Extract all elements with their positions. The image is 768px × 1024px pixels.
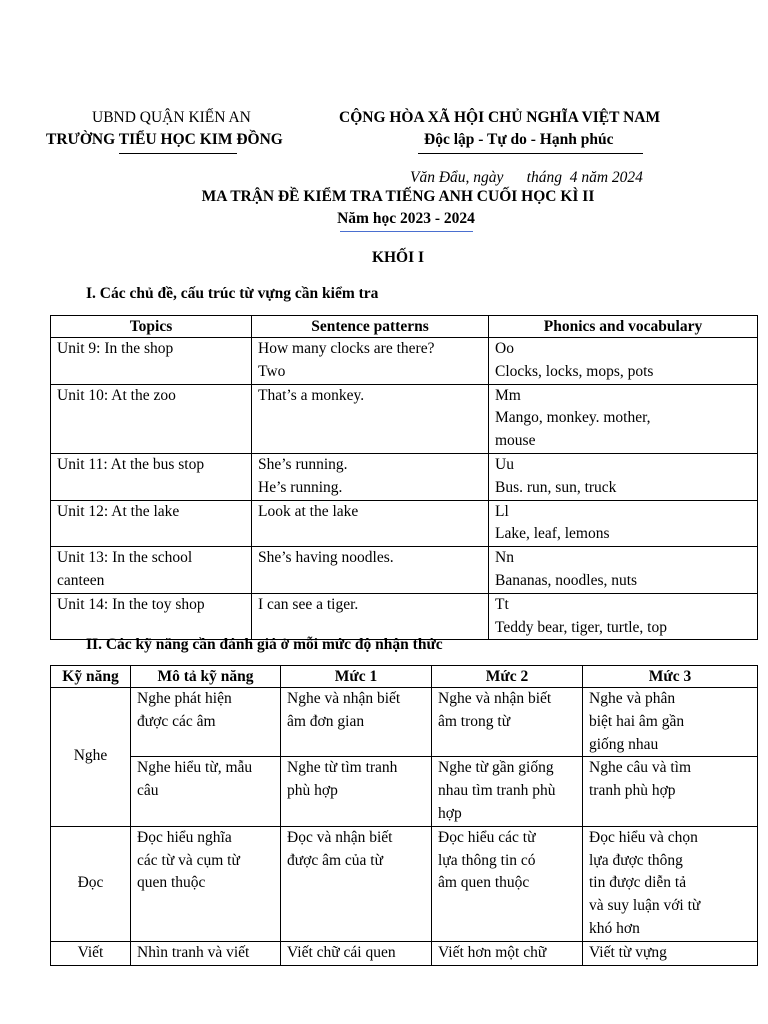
cell-text: Đọc hiểu và chọn [589,828,698,846]
cell-text: That’s a monkey. [258,386,365,404]
table-header-row [51,316,758,338]
cell-text: Đọc và nhận biết [287,828,393,846]
level-1-cell [281,941,432,965]
table-header-row [51,666,758,688]
cell-text: Bus. run, sun, truck [495,478,617,496]
level-3-cell [583,941,758,965]
cell-text: Viết hơn một chữ [438,943,547,961]
phonics-cell [489,547,758,594]
topic-cell [51,593,252,640]
level-3-cell [583,688,758,757]
cell-text: Unit 13: In the school [57,549,193,567]
desc-cell [131,941,281,965]
cell-text: How many clocks are there? [258,340,435,357]
cell-text: các từ và cụm từ [137,851,240,869]
cell-text: Nghe từ tìm tranh [287,759,398,777]
column-header: Phonics and vocabulary [489,316,758,338]
cell-text: Lake, leaf, lemons [495,525,610,543]
phonics-cell [489,338,758,385]
column-header: Mô tả kỹ năng [131,666,281,688]
desc-cell [131,688,281,757]
cell-text: nhau tìm tranh phù [438,782,556,800]
cell-text: Two [258,362,286,380]
cell-text: Tt [495,595,509,613]
cell-text: Bananas, noodles, nuts [495,571,638,589]
desc-cell [131,826,281,941]
cell-text: hợp [438,804,462,822]
cell-text: I can see a tiger. [258,595,359,613]
cell-text: mouse [495,432,536,450]
level-1-cell [281,757,432,826]
table-row [51,593,758,640]
level-2-cell [432,826,583,941]
cell-text: Nghe và nhận biết [438,690,552,707]
level-2-cell [432,688,583,757]
skill-cell-doc: Đọc [51,826,131,941]
pattern-cell [252,500,489,547]
cell-text: Unit 10: At the zoo [57,386,176,404]
cell-text: He’s running. [258,478,343,496]
cell-text: Clocks, locks, mops, pots [495,362,654,380]
cell-text: quen thuộc [137,874,206,892]
pattern-cell [252,384,489,453]
cell-text: Oo [495,340,514,357]
level-2-cell [432,757,583,826]
table-row [51,941,758,965]
cell-text: Đọc hiểu các từ [438,828,536,846]
cell-text: tranh phù hợp [589,782,676,800]
cell-text: Nghe từ gần giống [438,759,554,777]
cell-text: Đọc hiểu nghĩa [137,828,232,846]
column-header: Topics [51,316,252,338]
phonics-cell [489,453,758,500]
cell-text: âm đơn gian [287,712,365,730]
table-row [51,453,758,500]
cell-text: Viết chữ cái quen [287,943,396,961]
level-1-cell [281,826,432,941]
pattern-cell [252,593,489,640]
cell-text: Nghe phát hiện [137,690,232,707]
pattern-cell [252,547,489,594]
cell-text: Nn [495,549,514,567]
cell-text: Nghe hiểu từ, mẫu [137,759,253,777]
school-name-underline [119,153,237,154]
cell-text: giống nhau [589,735,659,753]
national-title: CỘNG HÒA XÃ HỘI CHỦ NGHĨA VIỆT NAM [339,109,661,126]
table-row [51,757,758,826]
skill-cell-viet: Viết [51,941,131,965]
section-1-heading: I. Các chủ đề, cấu trúc từ vựng cần kiểm tra [86,285,379,302]
cell-text: Mango, monkey. mother, [495,409,651,427]
national-motto: Độc lập - Tự do - Hạnh phúc [424,131,614,148]
cell-text: Nhìn tranh và viết [137,943,250,961]
cell-text: Look at the lake [258,502,359,520]
phonics-cell [489,500,758,547]
topic-cell [51,500,252,547]
cell-text: canteen [57,571,105,589]
cell-text: câu [137,782,159,800]
desc-cell [131,757,281,826]
motto-underline [418,153,643,154]
column-header: Mức 1 [281,666,432,688]
topic-cell [51,338,252,385]
cell-text: lựa được thông [589,851,683,869]
phonics-cell [489,593,758,640]
cell-text: Teddy bear, tiger, turtle, top [495,618,667,636]
cell-text: She’s running. [258,455,348,473]
year-underline [340,231,473,232]
column-header: Mức 2 [432,666,583,688]
column-header: Sentence patterns [252,316,489,338]
cell-text: Viết từ vựng [589,943,667,961]
cell-text: âm trong từ [438,712,511,730]
cell-text: Nghe và phân [589,690,676,707]
topic-cell [51,547,252,594]
cell-text: Mm [495,386,521,404]
skills-table [50,665,758,966]
grade-title: KHỐI I [371,249,425,266]
cell-text: biệt hai âm gần [589,712,685,730]
cell-text: Uu [495,455,514,473]
column-header: Mức 3 [583,666,758,688]
table-row [51,384,758,453]
cell-text: khó hơn [589,919,640,937]
topic-cell [51,453,252,500]
level-2-cell [432,941,583,965]
cell-text: Unit 9: In the shop [57,340,174,357]
cell-text: được các âm [137,712,216,730]
table-row [51,338,758,385]
table-row [51,547,758,594]
section-2-heading: II. Các kỹ năng cần đánh giá ở mỗi mức độ nhận thức [86,636,443,653]
cell-text: và suy luận với từ [589,897,701,915]
cell-text: Unit 12: At the lake [57,502,180,520]
cell-text: Nghe và nhận biết [287,690,401,707]
topics-table [50,315,758,640]
table-row [51,500,758,547]
skill-cell-nghe: Nghe [51,688,131,827]
cell-text: Unit 11: At the bus stop [57,455,205,473]
district-name: UBND QUẬN KIẾN AN [92,109,251,126]
pattern-cell [252,338,489,385]
date-line: Văn Đẩu, ngày tháng 4 năm 2024 [410,169,643,186]
document-title: MA TRẬN ĐỀ KIỂM TRA TIẾNG ANH CUỐI HỌC KÌ II [201,188,595,205]
level-3-cell [583,826,758,941]
topic-cell [51,384,252,453]
pattern-cell [252,453,489,500]
cell-text: phù hợp [287,782,338,800]
cell-text: She’s having noodles. [258,549,394,567]
cell-text: Nghe câu và tìm [589,759,692,777]
cell-text: được âm của từ [287,851,384,869]
column-header: Kỹ năng [51,666,131,688]
school-year: Năm học 2023 - 2024 [337,210,475,227]
cell-text: tin được diễn tả [589,874,687,892]
school-name: TRƯỜNG TIỂU HỌC KIM ĐỒNG [46,131,283,148]
cell-text: Unit 14: In the toy shop [57,595,205,613]
level-3-cell [583,757,758,826]
cell-text: âm quen thuộc [438,874,530,892]
cell-text: lựa thông tin có [438,851,536,869]
cell-text: Ll [495,502,509,520]
table-row [51,688,758,757]
level-1-cell [281,688,432,757]
phonics-cell [489,384,758,453]
table-row [51,826,758,941]
